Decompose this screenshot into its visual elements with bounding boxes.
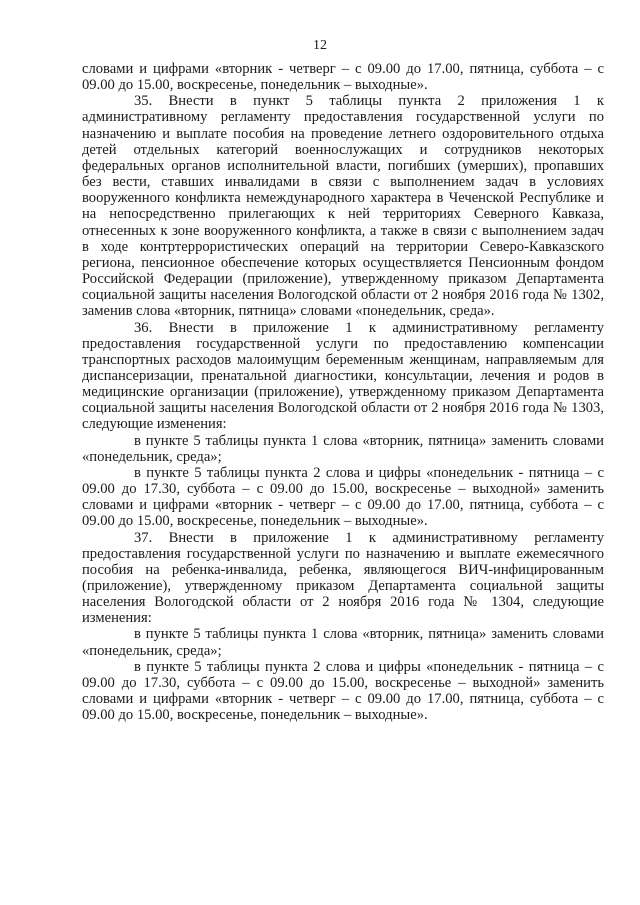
paragraph-continuation: словами и цифрами «вторник - четверг – с 09.00 до 17.00, пятница, суббота – с 09.00 до 15.00, воскресенье, понедельник – выходные». [82,61,604,94]
document-body [82,61,604,723]
paragraph-item-36: 36. Внести в приложение 1 к административному регламенту предоставления государственной услуги по предоставлению компенсации транспортных расходов малоимущим беременным женщинам, направляемым для диспансеризации, пренатальной диагностики, консультации, лечения и родов в медицинские организации (приложение), утвержденному приказом Департамента социальной защиты населения Вологодской области от 2 ноября 2016 года № 1303, следующие изменения: [82,319,604,433]
paragraph-item-37-change-2: в пункте 5 таблицы пункта 2 слова и цифры «понедельник - пятница – с 09.00 до 17.30, суббота – с 09.00 до 15.00, воскресенье – выходной» заменить словами и цифрами «вторник - четверг – с 09.00 до 17.00, пятница, суббота – с 09.00 до 15.00, воскресенье, понедельник – выходные». [82,658,604,724]
paragraph-item-36-change-2: в пункте 5 таблицы пункта 2 слова и цифры «понедельник - пятница – с 09.00 до 17.30, суббота – с 09.00 до 15.00, воскресенье – выходной» заменить словами и цифрами «вторник - четверг – с 09.00 до 17.00, пятница, суббота – с 09.00 до 15.00, воскресенье, понедельник – выходные». [82,464,604,530]
page-number: 12 [313,38,327,53]
paragraph-item-37: 37. Внести в приложение 1 к административному регламенту предоставления государственной услуги по назначению и выплате ежемесячного пособия на ребенка-инвалида, ребенка, являющегося ВИЧ-инфицированным (приложение), утвержденному приказом Департамента социальной защиты населения Вологодской области от 2 ноября 2016 года № 1304, следующие изменения: [82,529,604,627]
paragraph-item-37-change-1: в пункте 5 таблицы пункта 1 слова «вторник, пятница» заменить словами «понедельник, среда»; [82,626,604,659]
paragraph-item-36-change-1: в пункте 5 таблицы пункта 1 слова «вторник, пятница» заменить словами «понедельник, среда»; [82,432,604,465]
paragraph-item-35: 35. Внести в пункт 5 таблицы пункта 2 приложения 1 к административному регламенту предоставления государственной услуги по назначению и выплате пособия на проведение летнего оздоровительного отдыха детей отдельных категорий военнослужащих и сотрудников некоторых федеральных органов исполнительной власти, погибших (умерших), пропавших без вести, ставших инвалидами в связи с выполнением задач в условиях вооруженного конфликта немеждународного характера в Чеченской Республике и на непосредственно прилегающих к ней территориях Северного Кавказа, отнесенных к зоне вооруженного конфликта, а также в связи с выполнением задач в ходе контртеррористических операций на территории Северо-Кавказского региона, пенсионное обеспечение которых осуществляется Пенсионным фондом Российской Федерации (приложение), утвержденному приказом Департамента социальной защиты населения Вологодской области от 2 ноября 2016 года № 1302, заменив слова «вторник, пятница» словами «понедельник, среда». [82,93,604,320]
